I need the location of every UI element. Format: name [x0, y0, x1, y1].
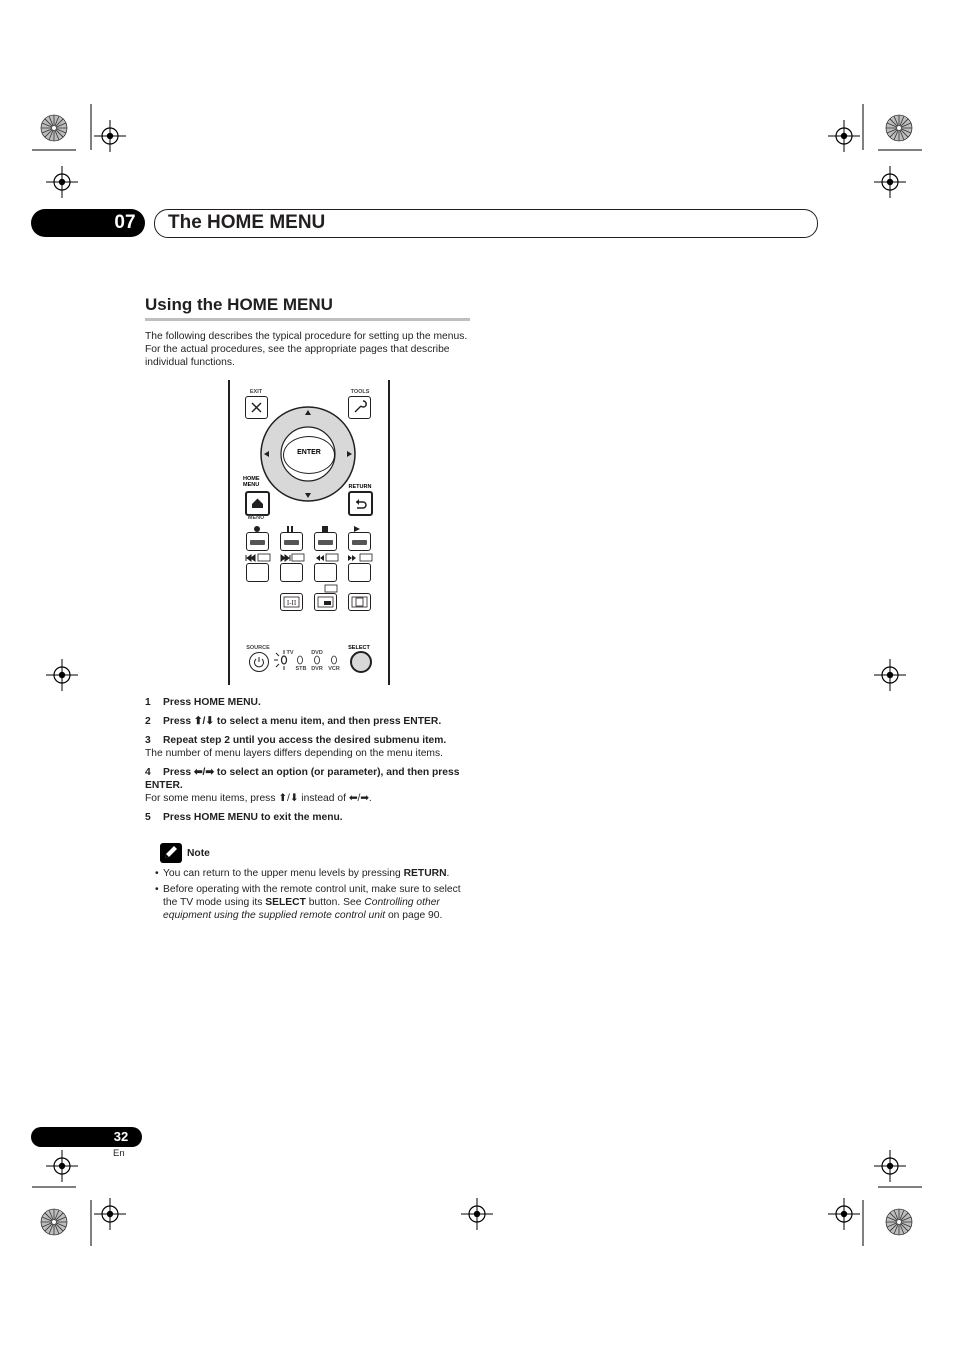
- section-title: Using the HOME MENU: [145, 295, 333, 314]
- step-1: [145, 696, 470, 709]
- subtitle-icon: [315, 594, 336, 610]
- enter-label: ENTER: [297, 449, 321, 456]
- fast-forward-button[interactable]: [348, 563, 371, 582]
- note-pencil-icon: [160, 843, 182, 863]
- note-bullet-1-end: .: [446, 868, 450, 879]
- record-button[interactable]: [246, 532, 269, 551]
- exit-label: EXIT: [249, 389, 263, 395]
- pause-button[interactable]: [280, 532, 303, 551]
- cross-reference-title: Controlling other equipment using the supplied remote control unit: [163, 897, 440, 921]
- chapter-number: 07: [114, 212, 136, 233]
- language-label: En: [113, 1148, 125, 1159]
- source-label: SOURCE: [246, 645, 270, 651]
- audio-button[interactable]: [280, 593, 303, 611]
- return-button[interactable]: [348, 491, 373, 516]
- home-menu-label-line1: HOME: [243, 476, 260, 482]
- note-bullet-2-end: on page 90.: [385, 910, 443, 921]
- select-button[interactable]: [350, 651, 372, 673]
- note-bullet-2-text: Before operating with the remote control unit, make sure to select the TV mode using its: [163, 884, 461, 908]
- rewind-button[interactable]: [314, 563, 337, 582]
- home-menu-button[interactable]: [245, 491, 270, 516]
- angle-icon: [349, 594, 370, 610]
- skip-icons: [244, 553, 374, 563]
- angle-button[interactable]: [348, 593, 371, 611]
- stop-button[interactable]: [314, 532, 337, 551]
- note-bullet-1: [155, 867, 470, 880]
- vcr-label: VCR: [328, 666, 340, 672]
- dvr-label: DVR: [311, 666, 323, 672]
- skip-forward-button[interactable]: [280, 563, 303, 582]
- tools-label: TOOLS: [350, 389, 370, 395]
- note-bullets: [155, 867, 470, 925]
- tv-label: TV: [286, 650, 294, 656]
- note-bullet-2-mid: button. See: [305, 897, 365, 908]
- skip-back-button[interactable]: [246, 563, 269, 582]
- note-bullet-1-text: You can return to the upper menu levels by pressing: [163, 868, 404, 879]
- home-icon: [247, 493, 268, 514]
- step-4-text: Press ⬅/➡ to select an option (or parameter), and then press ENTER.: [145, 767, 460, 791]
- step-4: [145, 766, 470, 805]
- select-label: SELECT: [348, 645, 370, 651]
- subtitle-indicator-icon: [324, 584, 338, 593]
- step-3: [145, 734, 470, 760]
- audio-icon: [281, 594, 302, 610]
- return-keyword: RETURN: [403, 868, 447, 879]
- svg-text:I-II: I-II: [286, 599, 297, 607]
- step-5-text: Press HOME MENU to exit the menu.: [163, 812, 343, 823]
- note-bullet-2: [155, 883, 470, 922]
- return-icon: [350, 493, 371, 514]
- step-2: [145, 715, 470, 728]
- home-menu-label: [243, 476, 267, 488]
- step-4-number: 4: [145, 767, 151, 778]
- step-1-text: Press HOME MENU.: [163, 697, 261, 708]
- section-rule: [145, 318, 470, 321]
- return-label: RETURN: [348, 484, 372, 490]
- remote-illustration: [228, 380, 390, 685]
- power-icon: [250, 653, 268, 671]
- step-2-number: 2: [145, 716, 151, 727]
- page-number: 32: [113, 1129, 129, 1144]
- note-label: Note: [187, 848, 210, 859]
- select-keyword: SELECT: [265, 897, 306, 908]
- step-4-detail: For some menu items, press ⬆/⬇ instead of ⬅/➡.: [145, 793, 372, 804]
- step-3-text: Repeat step 2 until you access the desired submenu item.: [163, 735, 447, 746]
- menu-label: MENU: [247, 515, 265, 521]
- subtitle-button[interactable]: [314, 593, 337, 611]
- step-1-number: 1: [145, 697, 151, 708]
- dvd-label: DVD: [311, 650, 323, 656]
- source-button[interactable]: [249, 652, 269, 672]
- home-menu-label-line2: MENU: [243, 482, 260, 488]
- intro-paragraph: The following describes the typical procedure for setting up the menus. For the actual procedures, see the appropriate pages that describe individual functions.: [145, 331, 468, 368]
- play-button[interactable]: [348, 532, 371, 551]
- step-2-text: Press ⬆/⬇ to select a menu item, and then press ENTER.: [163, 716, 442, 727]
- step-5: [145, 811, 470, 824]
- step-3-number: 3: [145, 735, 151, 746]
- step-5-number: 5: [145, 812, 151, 823]
- chapter-title: The HOME MENU: [168, 212, 326, 233]
- stb-label: STB: [295, 666, 307, 672]
- step-3-detail: The number of menu layers differs depending on the menu items.: [145, 748, 444, 759]
